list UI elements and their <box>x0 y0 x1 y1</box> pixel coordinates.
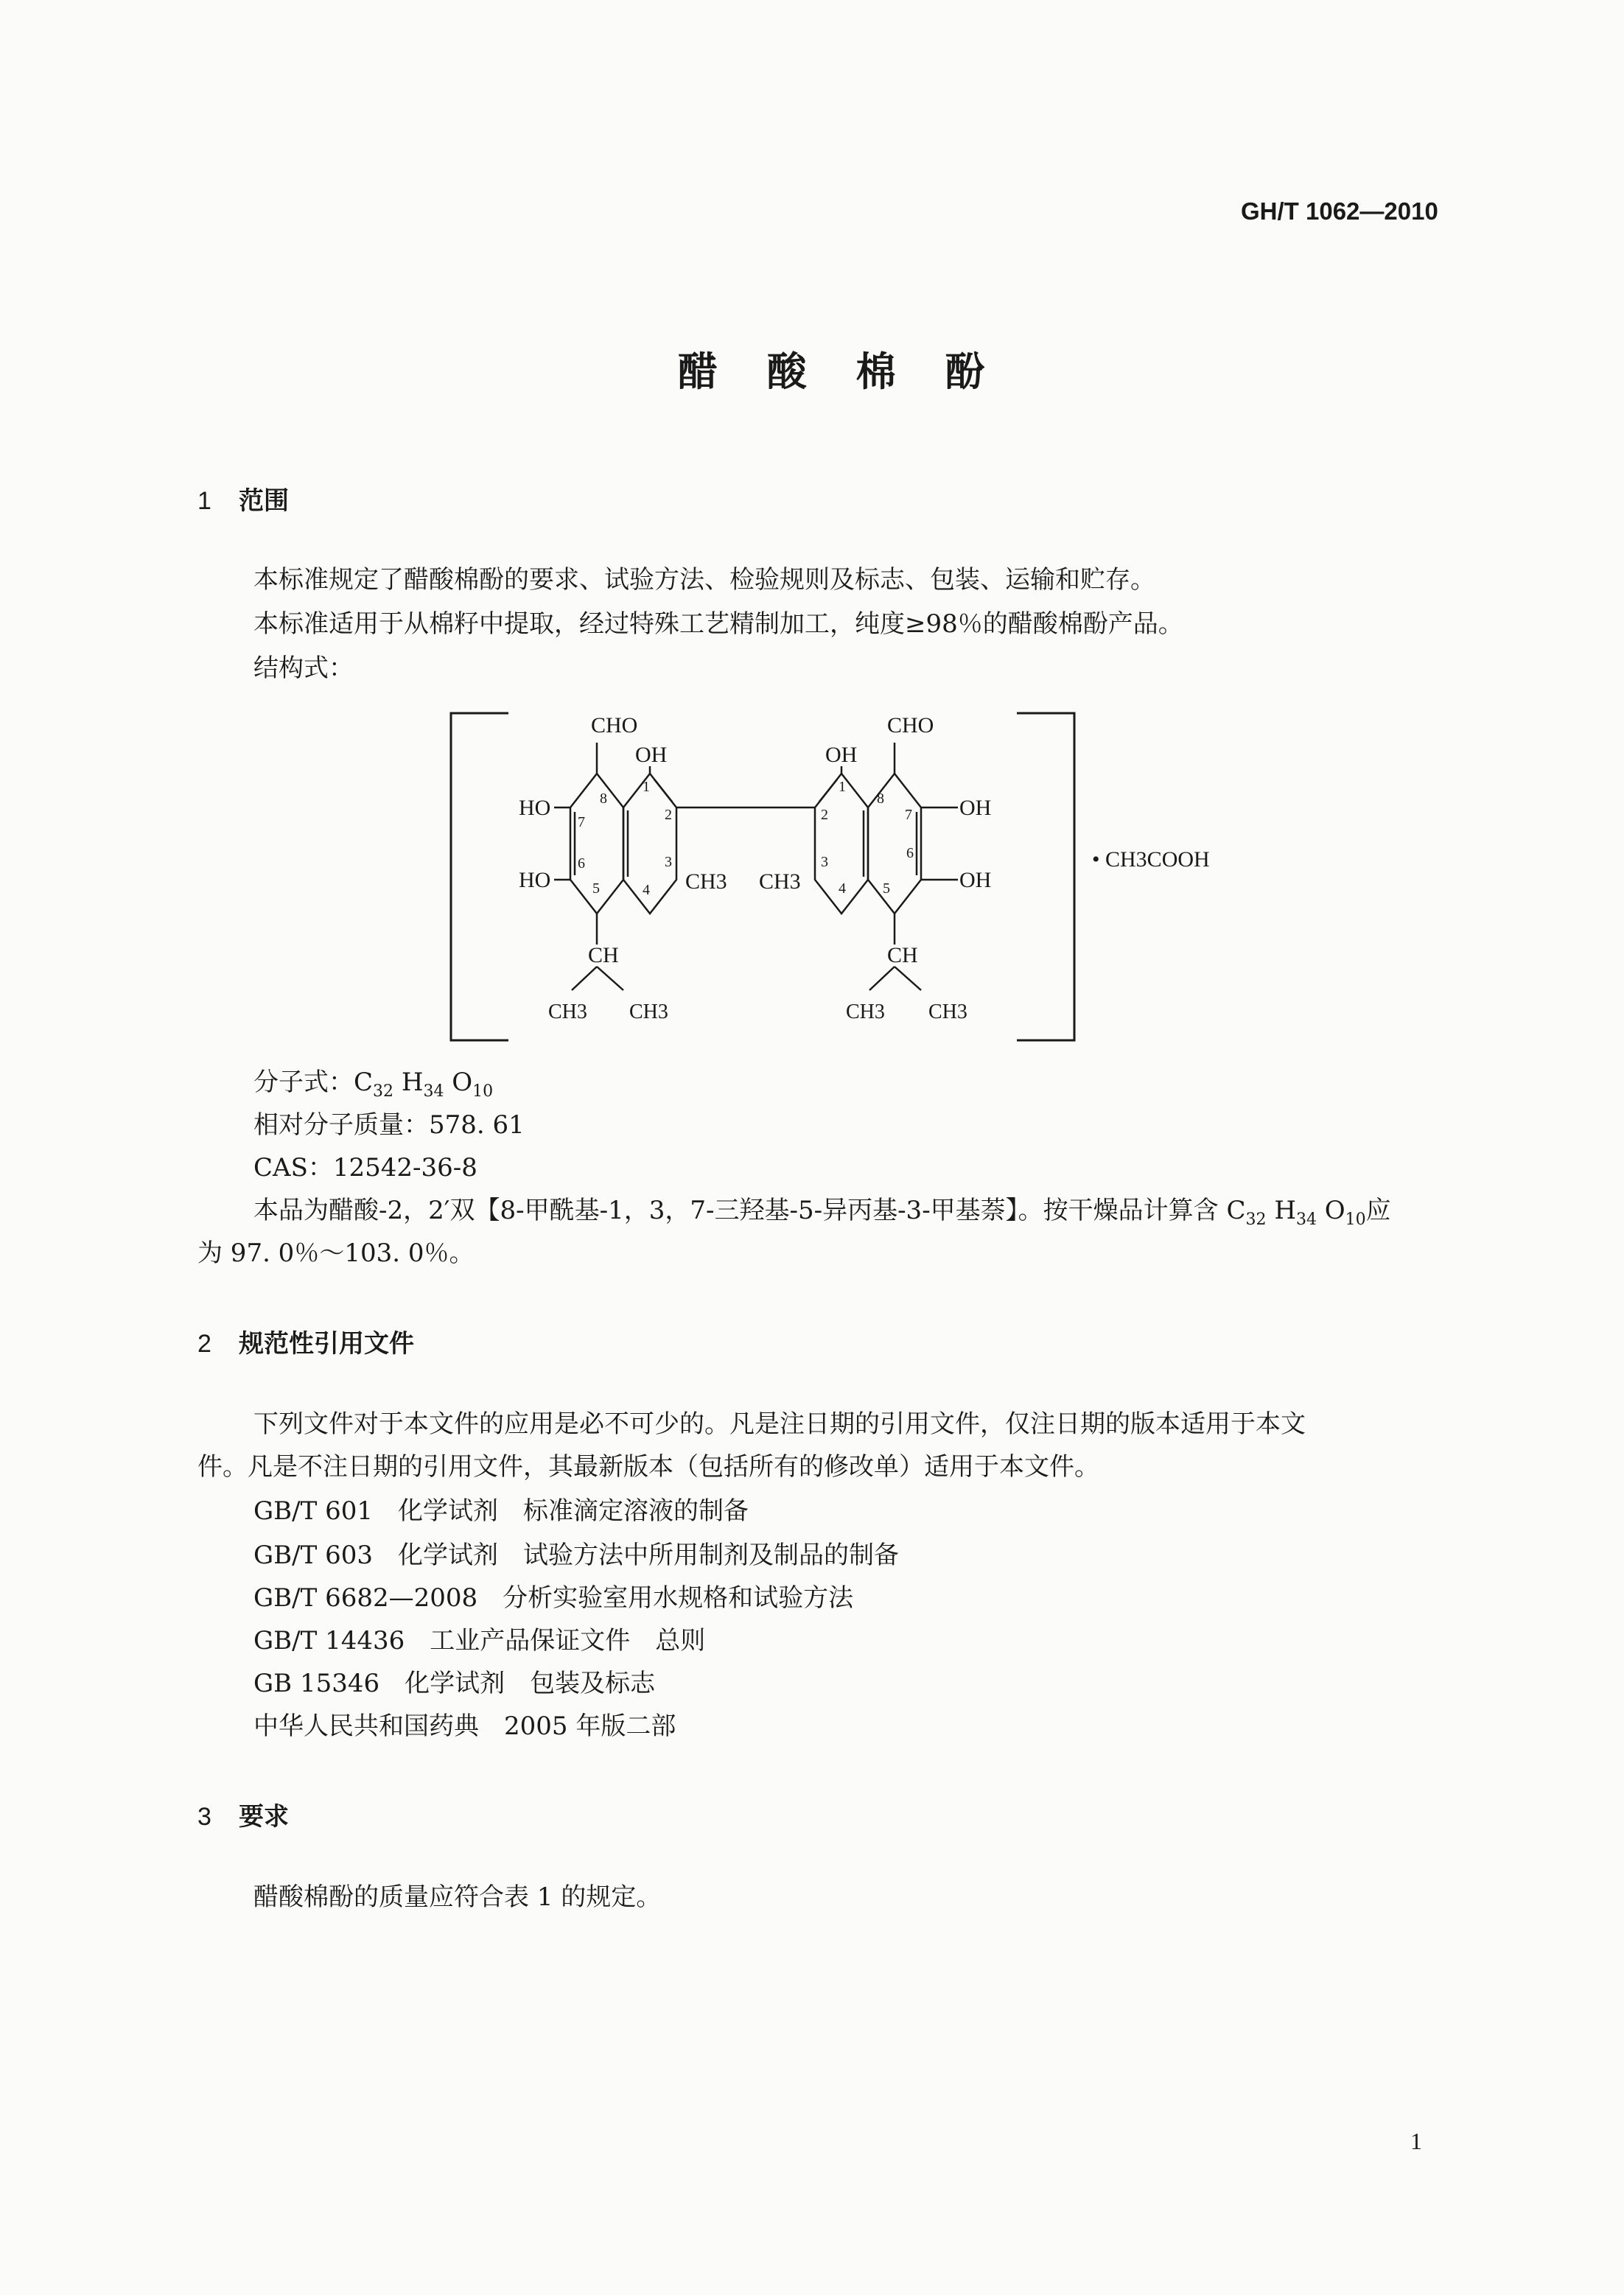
acetic-acid-adduct-label: • CH3COOH <box>1092 847 1210 872</box>
left-ring-number-3: 3 <box>665 854 672 870</box>
product-description-line-1: 本品为醋酸-2，2′双【8-甲酰基-1，3，7-三羟基-5-异丙基-3-甲基萘】。按干燥品计算含 $C_{32}$ $H_{34}$ $O_{10}$应 <box>253 1196 1391 1229</box>
section-3-title: 要求 <box>239 1802 289 1832</box>
right-ch3-a-label: CH3 <box>846 1001 885 1023</box>
left-cho-label: CHO <box>591 713 638 737</box>
section-3-number: 3 <box>197 1803 211 1831</box>
right-ring-number-7: 7 <box>905 807 912 823</box>
reference-item: GB/T 14436 工业产品保证文件 总则 <box>253 1626 706 1655</box>
right-oh-1-label: OH <box>959 796 992 820</box>
reference-item: GB 15346 化学试剂 包装及标志 <box>253 1669 656 1698</box>
left-bracket <box>451 713 508 1040</box>
right-ch-label: CH <box>887 943 918 967</box>
right-ring-number-8: 8 <box>877 791 884 807</box>
references-paragraph-line-1: 下列文件对于本文件的应用是必不可少的。凡是注日期的引用文件，仅注日期的版本适用于本文 <box>253 1409 1306 1439</box>
scope-paragraph-2: 本标准适用于从棉籽中提取，经过特殊工艺精制加工，纯度≥98％的醋酸棉酚产品。 <box>253 609 1183 639</box>
left-naphthalene-rings <box>570 774 676 914</box>
right-ring-number-6: 6 <box>906 845 914 861</box>
left-ring-number-7: 7 <box>578 814 585 830</box>
left-ch3-b-label: CH3 <box>629 1001 668 1023</box>
product-description-line-2: 为 97. 0％～103. 0％。 <box>197 1238 475 1268</box>
right-naphthalene-rings <box>815 774 921 914</box>
right-bracket <box>1017 713 1074 1040</box>
right-ring-number-1: 1 <box>839 779 846 795</box>
left-ch3-a-label: CH3 <box>548 1001 587 1023</box>
left-ring-ch3-label: CH3 <box>685 869 727 894</box>
right-cho-label: CHO <box>887 713 934 737</box>
reference-item: 中华人民共和国药典 2005 年版二部 <box>253 1711 676 1741</box>
requirements-paragraph: 醋酸棉酚的质量应符合表 1 的规定。 <box>253 1882 662 1912</box>
reference-item: GB/T 603 化学试剂 试验方法中所用制剂及制品的制备 <box>253 1541 899 1570</box>
section-3-heading <box>197 1796 289 1832</box>
section-2-number: 2 <box>197 1330 211 1358</box>
gossypol-acetate-structure-diagram <box>442 700 1253 1054</box>
section-1-heading <box>197 480 289 516</box>
left-ring-number-8: 8 <box>600 791 607 807</box>
right-ring-number-3: 3 <box>821 854 828 870</box>
left-ring-number-1: 1 <box>643 779 650 795</box>
relative-molecular-mass: 相对分子质量：578. 61 <box>253 1110 525 1140</box>
section-2-title: 规范性引用文件 <box>239 1329 414 1359</box>
cas-number: CAS：12542-36-8 <box>253 1153 477 1182</box>
molecular-formula: 分子式：$C_{32}$ $H_{34}$ $O_{10}$ <box>253 1068 494 1101</box>
structure-label: 结构式： <box>253 654 354 683</box>
document-title: 醋 酸 棉 酚 <box>678 348 1003 395</box>
reference-item: GB/T 6682—2008 分析实验室用水规格和试验方法 <box>253 1583 854 1613</box>
right-oh-top-label: OH <box>825 743 858 767</box>
left-ho-1-label: HO <box>519 796 551 820</box>
right-ring-number-2: 2 <box>821 807 828 823</box>
left-ring-number-6: 6 <box>578 855 585 872</box>
right-ring-number-5: 5 <box>883 880 890 897</box>
section-2-heading <box>197 1323 414 1359</box>
right-oh-2-label: OH <box>959 868 992 892</box>
section-1-number: 1 <box>197 487 211 515</box>
left-ho-2-label: HO <box>519 868 551 892</box>
left-ring-number-4: 4 <box>643 882 650 898</box>
standard-code: GH/T 1062—2010 <box>1241 197 1438 225</box>
reference-item: GB/T 601 化学试剂 标准滴定溶液的制备 <box>253 1496 749 1526</box>
page-number: 1 <box>1410 2128 1422 2154</box>
right-ring-number-4: 4 <box>839 880 846 897</box>
right-ring-ch3-label: CH3 <box>759 869 801 894</box>
section-1-title: 范围 <box>239 486 289 516</box>
scope-paragraph-1: 本标准规定了醋酸棉酚的要求、试验方法、检验规则及标志、包装、运输和贮存。 <box>253 565 1155 595</box>
left-oh-top-label: OH <box>635 743 668 767</box>
references-paragraph-line-2: 件。凡是不注日期的引用文件，其最新版本（包括所有的修改单）适用于本文件。 <box>197 1452 1099 1482</box>
right-ch3-b-label: CH3 <box>928 1001 967 1023</box>
left-ring-number-2: 2 <box>665 807 672 823</box>
left-ring-number-5: 5 <box>592 880 600 897</box>
left-ch-label: CH <box>588 943 619 967</box>
